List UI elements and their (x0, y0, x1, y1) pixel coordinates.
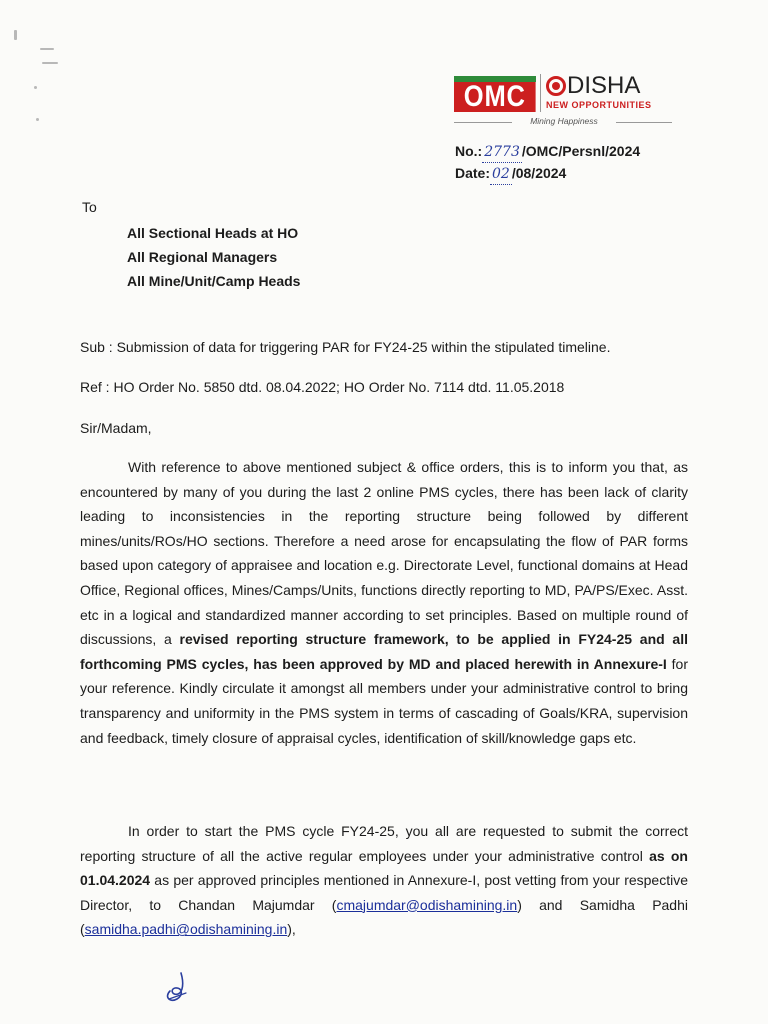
letter-number: No.: 2773 /OMC/Persnl/2024 (455, 141, 640, 163)
to-label: To (82, 199, 97, 215)
scan-speck (40, 48, 54, 50)
omc-logo-block (454, 76, 536, 118)
scan-speck (36, 118, 39, 121)
scan-speck (42, 62, 58, 64)
email-link-samidha[interactable]: samidha.padhi@odishamining.in (84, 921, 288, 938)
reference-block (455, 141, 640, 185)
bold-emphasis: revised reporting structure framework, to be applied in FY24-25 and all forthcoming PMS cycles, has been approved by MD and placed herewith in Annexure-I (80, 631, 688, 672)
scan-speck (14, 30, 17, 40)
logo-tagline: Mining Happiness (530, 116, 598, 126)
salutation: Sir/Madam, (80, 420, 152, 436)
subject-line: Sub : Submission of data for triggering PAR for FY24-25 within the stipulated timeline. (80, 339, 611, 355)
body-paragraph-2: In order to start the PMS cycle FY24-25, you all are requested to submit the correct reporting structure of all the active regular employees under your administrative control as on 01.04.2024 as per approved principles mentioned in Annexure-I, post vetting from your respective Director, to Chandan Majumdar (cmajumdar@odishamining.in) and Samidha Padhi (samidha.padhi@odishamining.in), (80, 823, 688, 938)
tagline-rule-right (616, 122, 672, 123)
addressee-item: All Mine/Unit/Camp Heads (127, 273, 301, 289)
reference-line: Ref : HO Order No. 5850 dtd. 08.04.2022; HO Order No. 7114 dtd. 11.05.2018 (80, 379, 565, 395)
odisha-o-icon (546, 76, 566, 96)
addressee-list (127, 221, 300, 293)
odisha-logo-text: DISHA (567, 72, 641, 99)
addressee-item: All Sectional Heads at HO (127, 225, 299, 241)
omc-odisha-logo (454, 70, 684, 130)
addressee-item: All Regional Managers (127, 249, 278, 265)
omc-logo-text: OMC (454, 82, 536, 112)
scan-speck (34, 86, 37, 89)
new-opportunities-text: NEW OPPORTUNITIES (546, 100, 652, 110)
handwritten-number: 2773 (482, 142, 522, 163)
letter-date: Date: 02 /08/2024 (455, 163, 640, 185)
handwritten-date: 02 (490, 164, 512, 185)
logo-divider (540, 74, 541, 112)
body-paragraph-1: With reference to above mentioned subject & office orders, this is to inform you that, as encountered by many of you during the last 2 online PMS cycles, there has been lack of clarity leading to inconsistencies in the reporting structure being followed by different mines/units/ROs/HO sections. Therefore a need arose for encapsulating the flow of PAR forms based upon category of appraisee and location e.g. Directorate Level, functional domains at Head Office, Regional offices, Mines/Camps/Units, functions directly reporting to MD, PA/PS/Exec. Asst. etc in a logical and standardized manner according to set principles. Based on multiple round of discussions, a revised reporting structure framework, to be applied in FY24-25 and all forthcoming PMS cycles, has been approved by MD and placed herewith in Annexure-I for your reference. Kindly circulate it amongst all members under your administrative control to bring transparency and uniformity in the PMS system in terms of cascading of Goals/KRA, supervision and feedback, timely closure of appraisal cycles, identification of skill/knowledge gaps etc. (80, 459, 688, 746)
handwritten-initial-icon (160, 965, 194, 1005)
email-link-cmajumdar[interactable]: cmajumdar@odishamining.in (336, 896, 518, 913)
bold-date: as on 01.04.2024 (80, 847, 688, 889)
